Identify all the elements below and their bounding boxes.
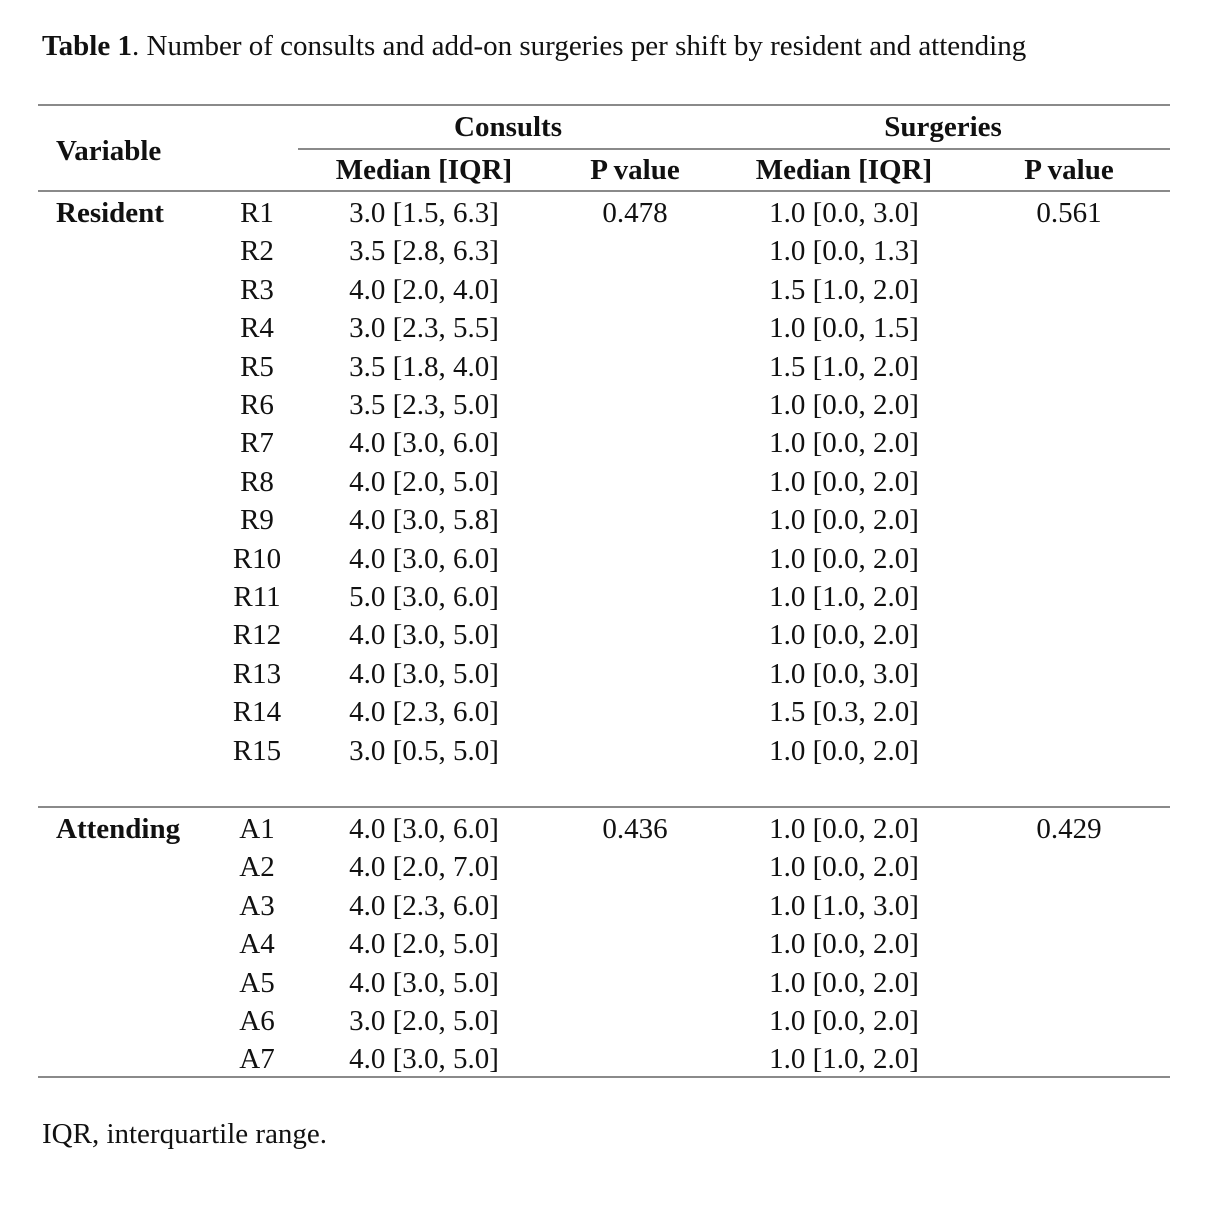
consults-median-iqr: 4.0 [3.0, 5.0] <box>349 966 499 999</box>
row-id: R3 <box>240 273 274 306</box>
surgeries-median-iqr: 1.0 [0.0, 2.0] <box>769 813 919 845</box>
consults-median-iqr: 4.0 [3.0, 6.0] <box>349 542 499 575</box>
bottom-rule <box>38 1076 1170 1078</box>
consults-median-iqr: 4.0 [3.0, 5.0] <box>349 619 499 652</box>
surgeries-median-iqr: 1.0 [0.0, 3.0] <box>769 197 919 229</box>
consults-median-iqr: 3.0 [2.3, 5.5] <box>349 312 499 345</box>
surgeries-median-iqr: 1.0 [0.0, 1.3] <box>769 235 919 268</box>
consults-median-iqr: 3.5 [1.8, 4.0] <box>349 350 499 383</box>
header-bottom-rule <box>38 190 1170 192</box>
surgeries-median-iqr: 1.0 [0.0, 2.0] <box>769 542 919 575</box>
group-separator-rule <box>38 806 1170 808</box>
surgeries-median-iqr: 1.0 [0.0, 2.0] <box>769 465 919 498</box>
surgeries-median-iqr: 1.0 [0.0, 2.0] <box>769 966 919 999</box>
consults-median-iqr: 4.0 [2.0, 5.0] <box>349 465 499 498</box>
row-id: R4 <box>240 312 274 345</box>
row-id: A7 <box>239 1043 275 1076</box>
row-id: R8 <box>240 465 274 498</box>
top-rule <box>38 104 1170 106</box>
surgeries-group-rule <box>728 148 1170 150</box>
surgeries-median-iqr: 1.0 [0.0, 2.0] <box>769 851 919 884</box>
row-id: R12 <box>232 619 282 652</box>
row-id: R5 <box>240 350 274 383</box>
surgeries-median-iqr: 1.0 [0.0, 2.0] <box>769 389 919 421</box>
surgeries-median-iqr: 1.0 [0.0, 1.5] <box>769 312 919 345</box>
surgeries-median-iqr: 1.0 [0.0, 2.0] <box>769 734 919 767</box>
header-consults-median-iqr: Median [IQR] <box>335 154 513 186</box>
consults-median-iqr: 4.0 [2.0, 5.0] <box>349 928 499 961</box>
row-id: R11 <box>233 581 281 613</box>
group-label: Attending <box>56 813 181 845</box>
surgeries-median-iqr: 1.5 [1.0, 2.0] <box>769 273 919 306</box>
row-id: A5 <box>239 966 275 999</box>
surgeries-median-iqr: 1.0 [1.0, 3.0] <box>769 889 919 922</box>
header-surgeries-p-value: P value <box>1024 154 1114 186</box>
consults-median-iqr: 3.0 [0.5, 5.0] <box>349 734 499 767</box>
consults-median-iqr: 4.0 [2.0, 4.0] <box>349 273 499 306</box>
row-id: R14 <box>232 696 282 729</box>
row-id: R13 <box>232 657 282 690</box>
consults-median-iqr: 4.0 [3.0, 5.0] <box>349 657 499 690</box>
consults-median-iqr: 4.0 [2.0, 7.0] <box>349 851 499 884</box>
surgeries-median-iqr: 1.0 [0.0, 2.0] <box>769 1005 919 1037</box>
table-caption <box>42 30 1026 63</box>
row-id: R6 <box>240 389 274 421</box>
consults-median-iqr: 4.0 [2.3, 6.0] <box>349 889 499 922</box>
consults-median-iqr: 3.5 [2.3, 5.0] <box>349 389 499 421</box>
table-caption-text: . Number of consults and add-on surgeries per shift by resident and attending <box>132 30 1027 62</box>
surgeries-median-iqr: 1.0 [1.0, 2.0] <box>769 1043 919 1076</box>
consults-group-rule <box>298 148 728 150</box>
header-surgeries: Surgeries <box>884 111 1002 143</box>
header-consults-p-value: P value <box>590 154 680 186</box>
surgeries-p-value: 0.429 <box>1036 813 1102 845</box>
surgeries-median-iqr: 1.5 [1.0, 2.0] <box>769 350 919 383</box>
row-id: R15 <box>232 734 282 767</box>
consults-median-iqr: 4.0 [3.0, 6.0] <box>349 813 499 845</box>
row-id: R10 <box>232 542 282 575</box>
surgeries-median-iqr: 1.0 [0.0, 3.0] <box>769 657 919 690</box>
consults-median-iqr: 4.0 [3.0, 5.8] <box>349 504 499 537</box>
consults-median-iqr: 5.0 [3.0, 6.0] <box>349 581 499 613</box>
consults-p-value: 0.436 <box>602 813 668 845</box>
header-variable: Variable <box>56 135 162 167</box>
header-surgeries-median-iqr: Median [IQR] <box>755 154 933 186</box>
row-id: A2 <box>239 851 275 884</box>
surgeries-median-iqr: 1.5 [0.3, 2.0] <box>769 696 919 729</box>
consults-median-iqr: 3.5 [2.8, 6.3] <box>349 235 499 268</box>
row-id: R9 <box>240 504 274 537</box>
row-id: R1 <box>240 197 274 229</box>
consults-median-iqr: 4.0 [3.0, 6.0] <box>349 427 499 460</box>
row-id: A3 <box>239 889 275 922</box>
consults-median-iqr: 4.0 [2.3, 6.0] <box>349 696 499 729</box>
row-id: R7 <box>240 427 274 460</box>
row-id: R2 <box>240 235 274 268</box>
row-id: A4 <box>239 928 275 961</box>
table-footnote: IQR, interquartile range. <box>42 1118 328 1150</box>
row-id: A1 <box>239 813 275 845</box>
table-label: Table 1 <box>42 30 132 62</box>
surgeries-median-iqr: 1.0 [0.0, 2.0] <box>769 619 919 652</box>
surgeries-p-value: 0.561 <box>1036 197 1102 229</box>
header-consults: Consults <box>454 111 562 143</box>
consults-p-value: 0.478 <box>602 197 668 229</box>
surgeries-median-iqr: 1.0 [0.0, 2.0] <box>769 427 919 460</box>
consults-median-iqr: 4.0 [3.0, 5.0] <box>349 1043 499 1076</box>
consults-median-iqr: 3.0 [2.0, 5.0] <box>349 1005 499 1037</box>
surgeries-median-iqr: 1.0 [0.0, 2.0] <box>769 504 919 537</box>
group-label: Resident <box>56 197 164 229</box>
consults-median-iqr: 3.0 [1.5, 6.3] <box>349 197 499 229</box>
row-id: A6 <box>239 1005 275 1037</box>
surgeries-median-iqr: 1.0 [1.0, 2.0] <box>769 581 919 613</box>
surgeries-median-iqr: 1.0 [0.0, 2.0] <box>769 928 919 961</box>
